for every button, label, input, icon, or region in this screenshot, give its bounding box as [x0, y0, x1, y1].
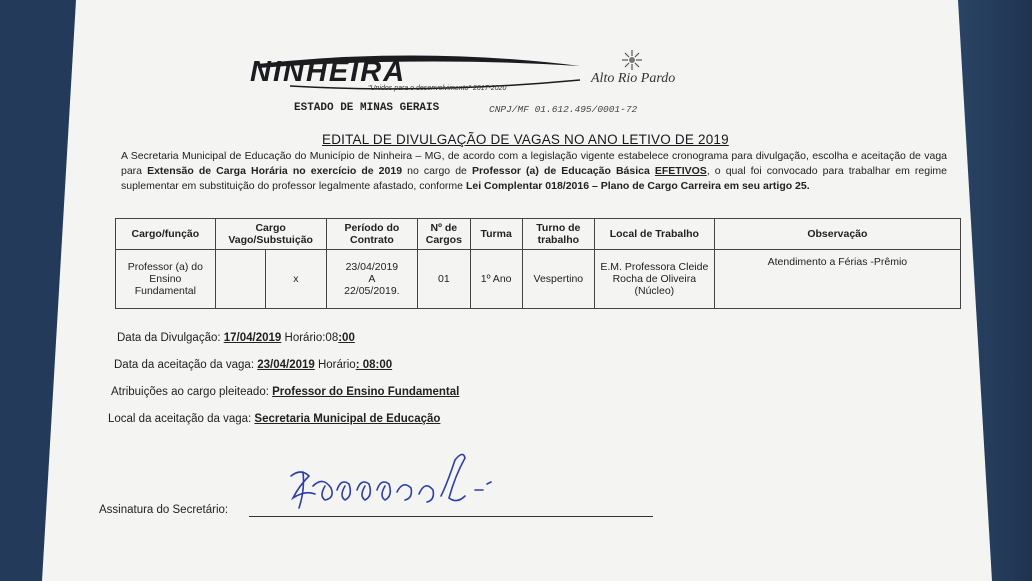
table-row — [116, 250, 961, 309]
handwritten-signature — [279, 446, 509, 526]
cell-cargo-funcao: Professor (a) do Ensino Fundamental — [116, 250, 216, 309]
cell-vago — [215, 250, 266, 309]
atribuicoes-value: Professor do Ensino Fundamental — [272, 386, 460, 398]
header-turno: Turno de trabalho — [522, 219, 594, 250]
cell-periodo — [326, 250, 417, 309]
intro-text-1: A Secretaria Municipal de Educação do Município de Ninheira – MG, de acordo com a legislação vigente estabelece cronograma para divulgação, escolha e aceitação de vaga para — [121, 150, 947, 177]
sun-icon — [620, 48, 644, 72]
periodo-a: A — [368, 273, 376, 285]
logo-tagline: "Unidos para o desenvolvimento" 2017-2020 — [368, 85, 507, 92]
field-divulgacao — [117, 332, 355, 344]
divulgacao-date: 17/04/2019 — [223, 332, 282, 344]
local-label: Local da aceitação da vaga: — [108, 413, 255, 425]
header-n-cargos: Nº de Cargos — [418, 219, 470, 250]
table-header-row — [116, 219, 961, 250]
cnpj-number: CNPJ/MF 01.612.495/0001-72 — [489, 104, 638, 115]
header-cargo-vago: Cargo Vago/Substuição — [215, 219, 326, 250]
document-title: EDITAL DE DIVULGAÇÃO DE VAGAS NO ANO LETIVO DE 2019 — [322, 132, 729, 147]
periodo-inicio: 23/04/2019 — [345, 261, 399, 273]
cell-local: E.M. Professora Cleide Rocha de Oliveira (Núcleo) — [594, 250, 714, 309]
cell-turno: Vespertino — [522, 250, 594, 309]
logo-wordmark: NINHEIRA — [250, 56, 407, 88]
vacancy-table — [115, 218, 961, 309]
field-atribuicoes — [111, 386, 459, 398]
cell-substituicao: x — [266, 250, 326, 309]
aceitacao-time-label: Horário — [314, 359, 356, 371]
cell-n-cargos: 01 — [418, 250, 470, 309]
signature-label: Assinatura do Secretário: — [99, 504, 229, 516]
intro-bold-2: Professor (a) de Educação Básica — [471, 165, 655, 177]
field-aceitacao — [114, 359, 392, 371]
intro-text-2: no cargo de — [402, 165, 472, 177]
atribuicoes-label: Atribuições ao cargo pleiteado: — [111, 386, 273, 398]
divulgacao-label: Data da Divulgação: — [117, 332, 224, 344]
aceitacao-time: : 08:00 — [355, 359, 393, 371]
intro-bold-efetivos: EFETIVOS — [654, 165, 707, 177]
municipality-logo — [250, 50, 700, 98]
aceitacao-date: 23/04/2019 — [257, 359, 315, 371]
divulgacao-time: :00 — [338, 332, 355, 344]
aceitacao-label: Data da aceitação da vaga: — [114, 359, 258, 371]
cell-observacao: Atendimento a Férias -Prêmio — [714, 250, 960, 309]
divulgacao-time-label: Horário:08 — [281, 332, 339, 344]
cell-turma: 1º Ano — [470, 250, 522, 309]
intro-bold-1: Extensão de Carga Horária no exercício de 2019 — [147, 165, 403, 177]
field-local-aceitacao — [108, 413, 440, 425]
header-periodo: Período do Contrato — [326, 219, 417, 250]
intro-bold-lei: Lei Complentar 018/2016 – Plano de Cargo Carreira em seu artigo 25. — [465, 180, 810, 192]
local-value: Secretaria Municipal de Educação — [254, 413, 441, 425]
intro-paragraph — [121, 149, 947, 194]
intro-text-3: , o qual foi convocado para trabalhar em regime suplementar em substituição do professor legalmente afastado, conforme — [121, 165, 948, 192]
header-observacao: Observação — [714, 219, 960, 250]
header-cargo-funcao: Cargo/função — [116, 219, 216, 250]
header-turma: Turma — [470, 219, 522, 250]
state-name: ESTADO DE MINAS GERAIS — [294, 102, 440, 114]
periodo-fim: 22/05/2019. — [344, 285, 400, 297]
header-local: Local de Trabalho — [594, 219, 714, 250]
logo-region: Alto Rio Pardo — [591, 71, 676, 86]
